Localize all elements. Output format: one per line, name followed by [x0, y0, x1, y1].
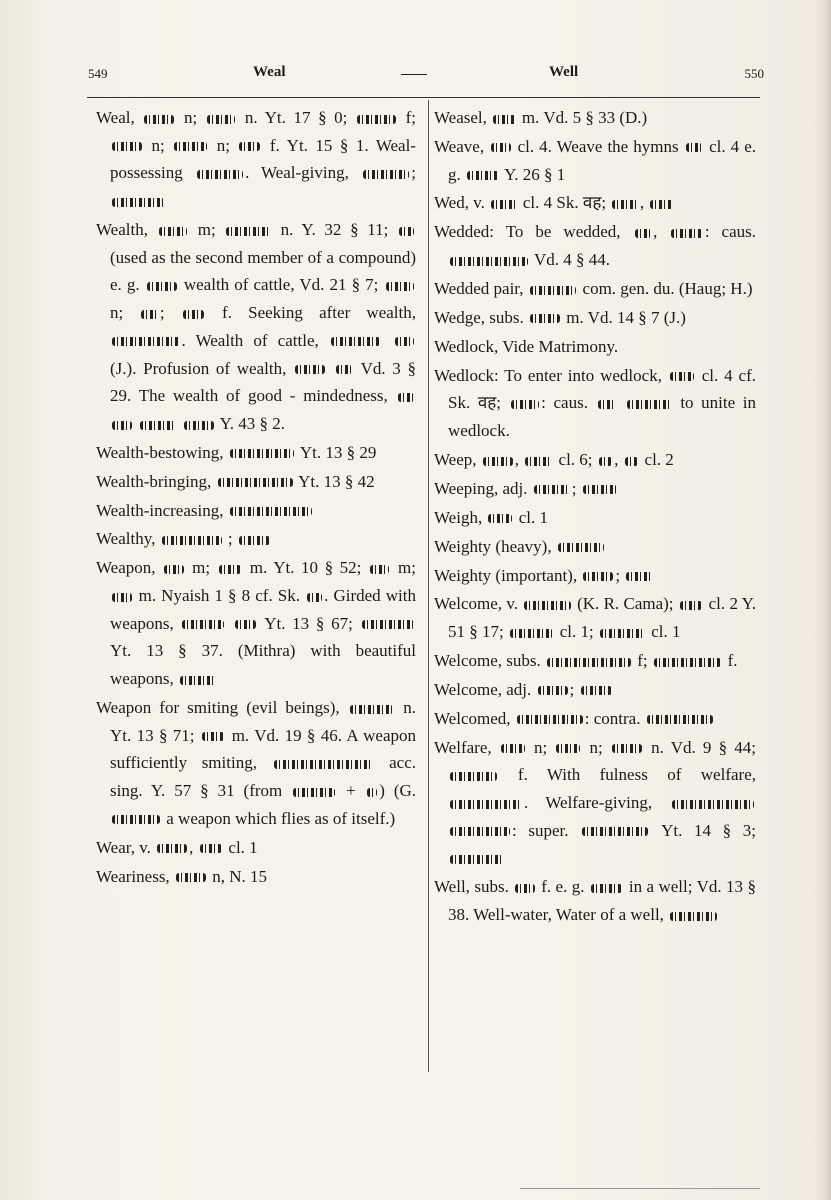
entry-text [134, 414, 138, 433]
entry-text: Vd. 3 § 29. The wealth of good - mindedness, [110, 358, 416, 406]
avestan-script-word [112, 593, 132, 602]
entry-text: ; [615, 565, 625, 585]
entry-weal [96, 104, 416, 215]
entry-text: n. Y. 32 § 11; [271, 220, 397, 239]
entry-text: ; [571, 478, 581, 498]
avestan-script-word [510, 629, 554, 638]
avestan-script-word [164, 565, 184, 574]
entry-wedded [434, 218, 756, 273]
entry-weapon-smiting [96, 694, 416, 833]
right-page-number: 550 [744, 66, 764, 81]
avestan-script-word [140, 421, 176, 430]
entry-wealth-bringing [96, 468, 416, 496]
avestan-script-word [395, 337, 415, 346]
entry-weighty-heavy [434, 533, 756, 561]
entry-text: m; [189, 220, 225, 239]
entry-text: Wear, v. [96, 837, 156, 857]
entry-text: f; [633, 650, 652, 670]
avestan-script-word [363, 170, 410, 179]
avestan-script-word [558, 543, 605, 552]
avestan-script-word [157, 844, 187, 853]
entry-text: . Wealth of cattle, [181, 330, 329, 350]
avestan-script-word [295, 365, 325, 374]
entry-text: Wealth, [96, 220, 157, 239]
avestan-script-word [450, 855, 503, 864]
entry-weep [434, 446, 756, 474]
entry-text: Weal, [96, 108, 143, 127]
entry-text: Weigh, [434, 507, 487, 527]
entry-text: , [653, 222, 670, 242]
entry-text: , [514, 449, 524, 469]
entry-text: Wealthy, [96, 529, 160, 549]
entry-weariness [96, 863, 416, 891]
entry-text: n. Yt. 17 § 0; [237, 108, 356, 127]
entry-text: + [337, 781, 365, 801]
entry-text: Weep, [434, 449, 481, 469]
avestan-script-word [600, 629, 645, 638]
header-rule [87, 97, 760, 98]
avestan-script-word [112, 421, 132, 430]
avestan-script-word [112, 198, 165, 207]
avestan-script-word [336, 365, 353, 374]
bottom-rule [520, 1188, 760, 1189]
avestan-script-word [491, 143, 511, 152]
entry-weeping [434, 475, 756, 503]
entry-weighty-important [434, 562, 756, 590]
entry-text: : contra. [584, 708, 645, 728]
avestan-script-word [670, 372, 694, 381]
avestan-script-word [534, 485, 570, 494]
entry-text: . Girded with weapons, [110, 586, 416, 633]
entry-text: cl. 2 [640, 449, 674, 469]
entry-text: m. Vd. 19 § 46. A weapon sufficiently smiting, [110, 725, 416, 773]
entry-text: . Weal-giving, [245, 163, 361, 183]
avestan-script-word [159, 227, 188, 236]
avestan-script-word [197, 170, 244, 179]
avestan-script-word [370, 565, 390, 574]
avestan-script-word [525, 457, 552, 466]
entry-text: , [639, 193, 649, 213]
avestan-script-word [467, 171, 499, 180]
avestan-script-word [524, 601, 571, 610]
entry-wedlock-enter [434, 362, 756, 445]
entry-text: n, N. 15 [207, 866, 267, 886]
avestan-script-word [450, 772, 497, 781]
entry-text: Yt. 13 § 37. (Mithra) with beautiful weapons, [110, 641, 416, 689]
avestan-script-word [654, 658, 722, 667]
entry-well [434, 873, 756, 928]
entry-text: Well, subs. [434, 877, 514, 897]
entry-text: cl. 2 Y. 51 § 17; [448, 594, 756, 642]
entry-welcome-v [434, 590, 756, 645]
avestan-script-word [627, 400, 671, 409]
entry-text: Weave, [434, 136, 490, 156]
left-running-head: Weal [253, 64, 286, 80]
avestan-script-word [483, 457, 513, 466]
avestan-script-word [626, 572, 653, 581]
entry-text: n; [209, 135, 238, 155]
avestan-script-word [398, 393, 415, 402]
entry-text: m. Vd. 5 § 33 (D.) [517, 108, 648, 127]
entry-text: f; [398, 108, 417, 127]
avestan-script-word [599, 457, 613, 466]
entry-text: f. With fulness of welfare, [498, 765, 756, 785]
avestan-script-word [517, 715, 583, 724]
entry-text: cl. 4 Sk. वह; [518, 193, 611, 213]
avestan-script-word [672, 800, 755, 809]
entry-text: n; [176, 108, 205, 127]
avestan-script-word [350, 705, 394, 714]
avestan-script-word [450, 800, 522, 809]
entry-text [618, 393, 626, 412]
avestan-script-word [399, 227, 414, 236]
entry-text: . Welfare-giving, [524, 793, 670, 813]
entry-text: m. Vd. 14 § 7 (J.) [562, 307, 686, 327]
entry-text: Welcomed, [434, 708, 515, 728]
avestan-script-word [183, 310, 204, 319]
avestan-script-word [180, 676, 216, 685]
avestan-script-word [162, 536, 222, 545]
entry-text: m; [185, 558, 217, 578]
avestan-script-word [671, 229, 703, 238]
right-column [434, 104, 756, 930]
avestan-script-word [450, 827, 510, 836]
avestan-script-word [239, 142, 260, 151]
entry-text: Weariness, [96, 866, 174, 886]
entry-text: ; [411, 163, 416, 183]
avestan-script-word [686, 143, 703, 152]
entry-text: acc. sing. Y. 57 § 31 (from [110, 753, 416, 801]
avestan-script-word [493, 115, 516, 124]
entry-text: Yt. 13 § 29 [296, 442, 377, 462]
avestan-script-word [219, 565, 242, 574]
entry-wealthy [96, 525, 416, 553]
entry-wealth-bestowing [96, 439, 416, 467]
entry-wealth-increasing [96, 497, 416, 525]
entry-text: Weighty (heavy), [434, 536, 556, 556]
avestan-script-word [530, 286, 577, 295]
entry-text: Yt. 13 § 42 [294, 471, 375, 491]
entry-text: cl. 4. Weave the hymns [512, 136, 684, 156]
entry-text: Wealth-bestowing, [96, 442, 228, 462]
avestan-script-word [141, 310, 158, 319]
header-dash [401, 74, 427, 75]
avestan-script-word [515, 884, 535, 893]
entry-text: Wealth-increasing, [96, 500, 228, 520]
avestan-script-word [670, 912, 717, 921]
entry-text: f. e. g. [536, 877, 589, 897]
avestan-script-word [112, 815, 160, 824]
entry-text: (used as the second member of a compound) e. g. [110, 247, 416, 295]
left-column [96, 104, 416, 892]
entry-text: Wedlock: To enter into wedlock, [434, 365, 668, 385]
entry-text: a weapon which flies as of itself.) [162, 808, 396, 828]
entry-text: n. Vd. 9 § 44; [643, 737, 756, 757]
entry-text: to unite in wedlock. [448, 393, 756, 441]
entry-text: Welcome, v. [434, 594, 523, 614]
entry-wedge [434, 304, 756, 332]
avestan-script-word [450, 257, 528, 266]
entry-text: Weapon for smiting (evil beings), [96, 698, 348, 718]
entry-text: wealth of cattle, Vd. 21 § 7; [178, 275, 384, 295]
entry-text: ; [159, 303, 181, 323]
entry-text: Yt. 14 § 3; [650, 820, 756, 840]
avestan-script-word [581, 686, 613, 695]
avestan-script-word [112, 337, 180, 346]
avestan-script-word [362, 620, 415, 629]
avestan-script-word [235, 620, 256, 629]
avestan-script-word [680, 601, 703, 610]
avestan-script-word [491, 200, 517, 209]
entry-text: cl. 6; [554, 449, 597, 469]
avestan-script-word [184, 421, 214, 430]
entry-text: Weasel, [434, 108, 492, 127]
avestan-script-word [367, 788, 378, 797]
entry-text: f. [723, 650, 738, 670]
entry-text: in a well; Vd. 13 § 38. Well-water, Water of a well, [448, 877, 756, 925]
entry-text: Yt. 13 § 67; [258, 613, 360, 633]
avestan-script-word [174, 142, 207, 151]
avestan-script-word [612, 200, 638, 209]
entry-wedlock [434, 333, 756, 361]
entry-text: cl. 1 [224, 837, 258, 857]
entry-wealth [96, 216, 416, 438]
entry-text: Vd. 4 § 44. [530, 250, 610, 270]
entry-text: : caus. [541, 393, 596, 413]
entry-text: Y. 26 § 1 [500, 164, 566, 184]
entry-text: m. Yt. 10 § 52; [243, 558, 368, 578]
entry-weigh [434, 504, 756, 532]
entry-text [178, 414, 182, 433]
entry-welfare [434, 734, 756, 873]
entry-text: n; [582, 737, 610, 757]
avestan-script-word [501, 744, 525, 753]
entry-weave [434, 133, 756, 188]
entry-text: n; [526, 737, 555, 757]
entry-welcome-adj [434, 676, 756, 704]
entry-text: Weapon, [96, 558, 163, 578]
entry-text: m; [391, 558, 416, 578]
entry-text: (K. R. Cama); [572, 594, 678, 614]
entry-text: , [614, 449, 623, 469]
avestan-script-word [582, 827, 648, 836]
avestan-script-word [538, 686, 568, 695]
avestan-script-word [357, 115, 396, 124]
entry-text: com. gen. du. (Haug; H.) [578, 278, 753, 298]
avestan-script-word [147, 282, 177, 291]
avestan-script-word [218, 478, 293, 487]
right-running-head: Well [549, 64, 579, 80]
avestan-script-word [598, 400, 616, 409]
entry-text [226, 614, 233, 633]
entry-wedded-pair [434, 275, 756, 303]
entry-text: cl. 1 [646, 622, 681, 642]
avestan-script-word [583, 572, 613, 581]
avestan-script-word [112, 142, 142, 151]
avestan-script-word [307, 593, 322, 602]
entry-text: cl. 4 e. g. [448, 136, 756, 184]
avestan-script-word [144, 115, 174, 124]
avestan-script-word [200, 844, 223, 853]
entry-weapon [96, 554, 416, 693]
page-header [88, 62, 764, 88]
entry-welcome-subs [434, 647, 756, 675]
avestan-script-word [547, 658, 631, 667]
entry-text: (J.). Profusion of wealth, [110, 358, 294, 378]
entry-text: ; [569, 679, 579, 699]
entry-wear [96, 834, 416, 862]
entry-text: Y. 43 § 2. [216, 413, 285, 433]
entry-text: cl. 1; [555, 622, 598, 642]
entry-text: ; [223, 529, 237, 549]
column-divider [428, 100, 429, 1072]
avestan-script-word [293, 788, 335, 797]
entry-welcomed [434, 705, 756, 733]
entry-text: Weeping, adj. [434, 478, 532, 498]
avestan-script-word [202, 732, 225, 741]
entry-text: Wedlock, Vide Matrimony. [434, 336, 619, 356]
entry-text: Wedded: To be wedded, [434, 222, 633, 242]
avestan-script-word [226, 227, 270, 236]
avestan-script-word [207, 115, 236, 124]
entry-text: Wed, v. [434, 193, 490, 213]
avestan-script-word [230, 507, 313, 516]
avestan-script-word [176, 873, 206, 882]
entry-weasel [434, 104, 756, 132]
avestan-script-word [591, 884, 623, 893]
entry-text: f. Seeking after wealth, [205, 303, 416, 323]
avestan-script-word [230, 449, 295, 458]
left-page-number: 549 [88, 66, 108, 81]
entry-text: n; [144, 135, 173, 155]
avestan-script-word [530, 314, 560, 323]
page-edge-shadow [813, 0, 831, 1200]
avestan-script-word [182, 620, 224, 629]
avestan-script-word [635, 229, 652, 238]
avestan-script-word [612, 744, 642, 753]
entry-text: Welcome, subs. [434, 650, 545, 670]
entry-text [382, 331, 392, 350]
entry-wed [434, 189, 756, 217]
entry-text: cl. 4 cf. Sk. वह; [448, 365, 756, 413]
entry-text: m. Nyaish 1 § 8 cf. Sk. [133, 586, 306, 606]
avestan-script-word [239, 536, 271, 545]
entry-text: cl. 1 [514, 507, 548, 527]
entry-text: Wedded pair, [434, 278, 528, 298]
avestan-script-word [647, 715, 713, 724]
avestan-script-word [556, 744, 580, 753]
avestan-script-word [274, 760, 373, 769]
avestan-script-word [488, 514, 512, 523]
entry-text [327, 359, 334, 378]
entry-text: n. Yt. 13 § 71; [110, 698, 416, 745]
entry-text: ) (G. [379, 781, 417, 801]
avestan-script-word [386, 282, 415, 291]
entry-text: , [189, 837, 198, 857]
entry-text: Welfare, [434, 737, 499, 757]
entry-text: : caus. [704, 222, 756, 242]
entry-text: n; [110, 303, 140, 323]
entry-text: Weighty (important), [434, 565, 582, 585]
entry-text: Wealth-bringing, [96, 471, 216, 491]
avestan-script-word [583, 485, 618, 494]
entry-text: : super. [512, 820, 581, 840]
avestan-script-word [625, 457, 639, 466]
entry-text: Wedge, subs. [434, 307, 529, 327]
avestan-script-word [650, 200, 673, 209]
entry-text: f. Yt. 15 § 1. Weal-possessing [110, 135, 416, 183]
entry-text: Welcome, adj. [434, 679, 536, 699]
avestan-script-word [331, 337, 381, 346]
avestan-script-word [511, 400, 540, 409]
